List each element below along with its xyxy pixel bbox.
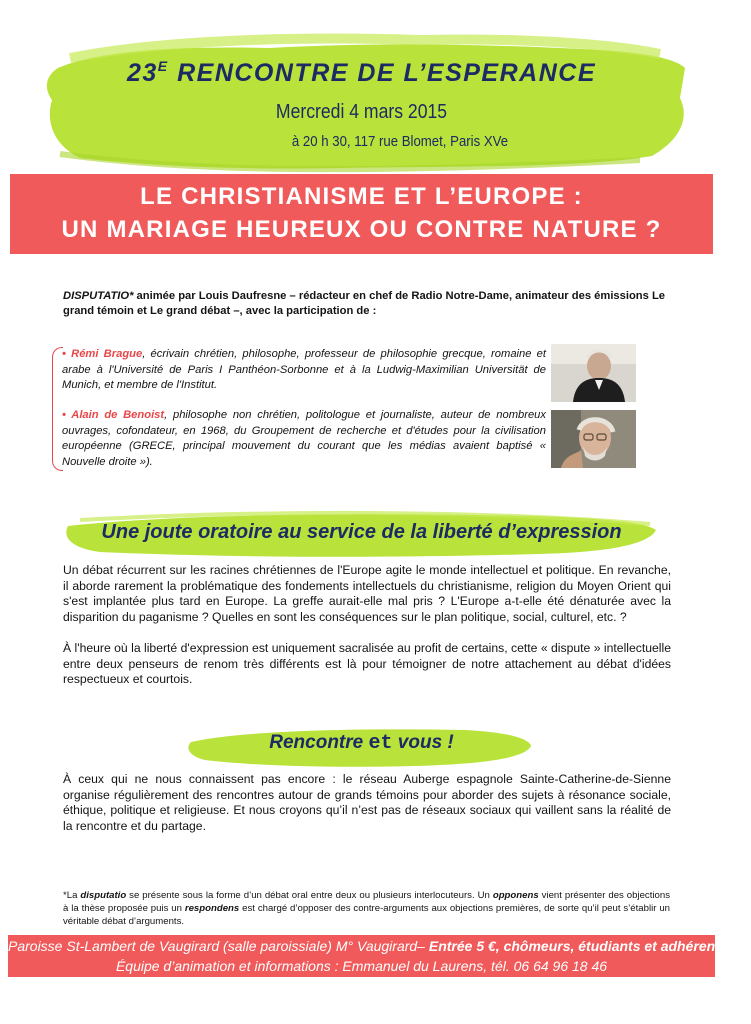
- footer-contact: Équipe d’animation et informations : Emmanuel du Laurens, tél. 06 64 96 18 46: [115, 958, 608, 974]
- banner-title-line2: UN MARIAGE HEUREUX OU CONTRE NATURE ?: [61, 216, 662, 243]
- footnote: *La disputatio se présente sous la forme d’un débat oral entre deux ou plusieurs interlocuteurs. Un opponens vient présenter des objections à la thèse proposée puis un respondens est chargé d’opposer des contre-arguments aux objections premières, de sorte qu’il peut s’établir un véritable débat d’arguments.: [63, 890, 670, 927]
- joute-paragraph-1: Un débat récurrent sur les racines chrétiennes de l'Europe agite le monde intellectuel et politique. En revanche, il aborde rarement la problématique des fondements intellectuels du christianisme, religion du Moyen Orient qui s'est implantée plus tard en Europe. La greffe aurait-elle mal pris ? L'Europe a-t-elle été dénaturée avec la disparition du paganisme ? Quelles en sont les conséquences sur le plan politique, social, culturel, etc. ?: [63, 563, 671, 624]
- banner-title-line1: LE CHRISTIANISME ET L’EUROPE :: [140, 183, 583, 210]
- participant-alain-de-benoist: • Alain de Benoist, philosophe non chrétien, politologue et journaliste, auteur de nombreux ouvrages, cofondateur, en 1968, du Groupement de recherche et d'études pour la civilisation européenne (GRECE, principal mouvement du courant que les médias avaient baptisé « Nouvelle droite »).: [62, 409, 546, 468]
- photo-alain-de-benoist: [551, 410, 636, 468]
- rencontre-paragraph: À ceux qui ne nous connaissent pas encore : le réseau Auberge espagnole Sainte-Catherine-de-Sienne organise régulièrement des rencontres autour de grands témoins pour aborder des sujets à résonance sociale, éthique, politique et religieuse. Et nous croyons qu’il n’est pas de réseaux sociaux qui vaillent sans la réalité de la rencontre et du partage.: [63, 772, 671, 833]
- disputatio-label: DISPUTATIO*: [63, 290, 134, 302]
- participant-remi-brague: • Rémi Brague, écrivain chrétien, philosophe, professeur de philosophie grecque, romaine et arabe à l'Université de Paris I Panthéon-Sorbonne et à la Ludwig-Maximilian Universität de Munich, et membre de l'Institut.: [62, 348, 546, 391]
- photo-remi-brague: [551, 344, 636, 402]
- banner-title: [10, 180, 713, 246]
- heading-joute: Une joute oratoire au service de la liberté d’expression: [101, 521, 622, 543]
- footer-venue-price: Paroisse St-Lambert de Vaugirard (salle paroissiale) M° Vaugirard– Entrée 5 €, chômeurs, étudiants et adhérents 3 €: [8, 938, 751, 954]
- event-date: Mercredi 4 mars 2015: [275, 101, 448, 123]
- participant-name: Alain de Benoist: [71, 409, 165, 421]
- event-place: à 20 h 30, 117 rue Blomet, Paris XVe: [291, 133, 509, 150]
- heading-rencontre: Rencontre et vous !: [269, 732, 454, 755]
- participant-name: Rémi Brague: [71, 348, 143, 360]
- intro-paragraph: DISPUTATIO* animée par Louis Daufresne – rédacteur en chef de Radio Notre-Dame, animateur des émissions Le grand témoin et Le grand débat –, avec la participation de :: [63, 290, 666, 317]
- event-title: $23^E$ RENCONTRE DE L’ESPERANCE: [126, 58, 596, 87]
- joute-paragraph-2: À l'heure où la liberté d'expression est uniquement sacralisée au profit de certains, cette « dispute » intellectuelle entre deux penseurs de renom très différents est là pour témoigner de notre attachement au débat d'idées respectueux et courtois.: [63, 641, 671, 687]
